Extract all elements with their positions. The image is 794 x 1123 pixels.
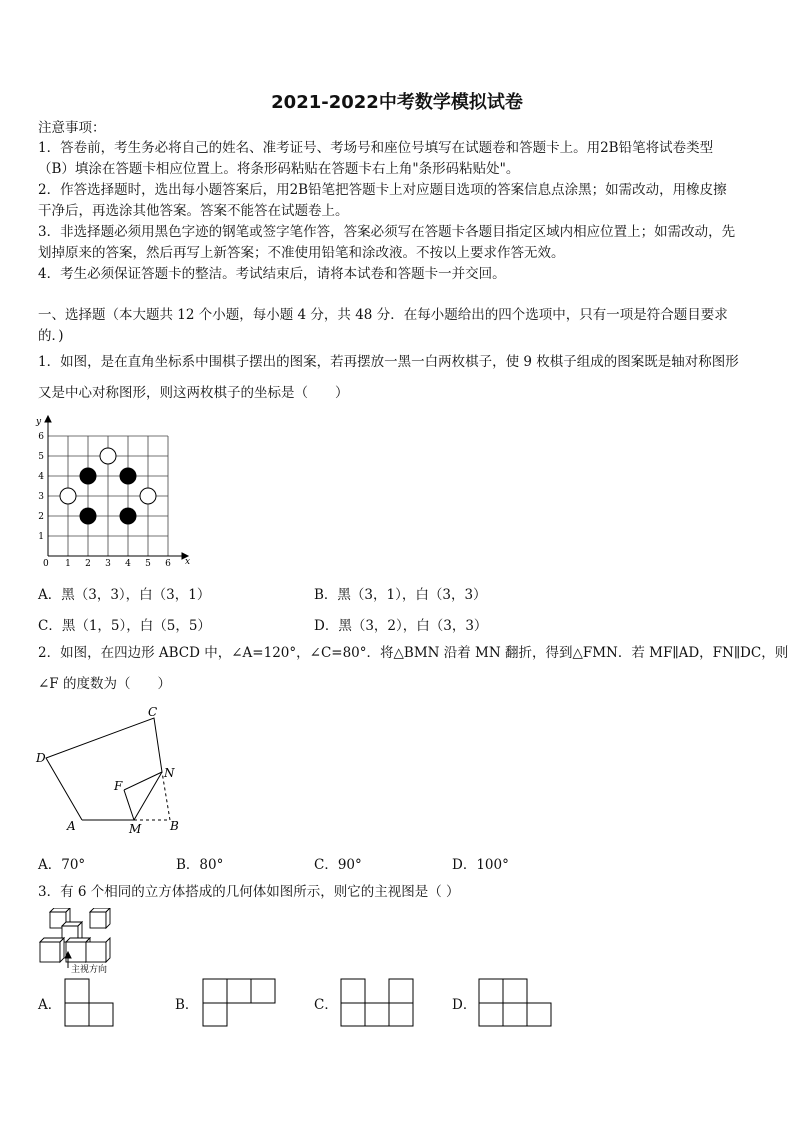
section-heading-cont: 的．) <box>38 328 64 344</box>
black-stone <box>120 468 136 484</box>
q3-cube-figure <box>38 908 138 974</box>
notice-line: 3．非选择题必须用黑色字迹的钢笔或签字笔作答，答案必须写在答题卡各题目指定区域内相应位置上；如需改动，先 <box>38 224 736 240</box>
q1-option-b[interactable]: B．黑（3，1），白（3，3） <box>314 587 487 603</box>
x-tick: 6 <box>165 559 171 569</box>
notice-line: 划掉原来的答案，然后再写上新答案；不准使用铅笔和涂改液。不按以上要求作答无效。 <box>38 245 565 261</box>
notice-line: 1．答卷前，考生务必将自己的姓名、准考证号、考场号和座位号填写在试题卷和答题卡上。用2B铅笔将试卷类型 <box>38 140 714 156</box>
label-d: D <box>36 751 46 765</box>
q3-option-c-view[interactable] <box>340 978 414 1028</box>
q2-stem-cont: ∠F 的度数为（ ） <box>38 676 171 692</box>
label-b: B <box>170 819 179 833</box>
x-tick: 1 <box>65 559 71 569</box>
q3-stem: 3．有 6 个相同的立方体搭成的几何体如图所示，则它的主视图是（ ） <box>38 884 460 900</box>
q2-option-d[interactable]: D．100° <box>452 857 509 873</box>
q2-quadrilateral-figure <box>34 700 194 840</box>
q3-option-b-view[interactable] <box>202 978 276 1028</box>
page-title: 2021-2022中考数学模拟试卷 <box>271 92 523 113</box>
q1-option-a[interactable]: A．黑（3，3），白（3，1） <box>38 587 211 603</box>
q2-option-a[interactable]: A．70° <box>38 857 86 873</box>
q2-option-b[interactable]: B．80° <box>176 857 224 873</box>
y-tick: 2 <box>38 512 44 522</box>
notice-line: 干净后，再选涂其他答案。答案不能答在试题卷上。 <box>38 203 349 219</box>
black-stone <box>80 508 96 524</box>
y-tick: 1 <box>38 532 44 542</box>
notice-heading: 注意事项： <box>38 120 106 136</box>
notice-line: （B）填涂在答题卡相应位置上。将条形码粘贴在答题卡右上角"条形码粘贴处"。 <box>38 161 520 177</box>
white-stone <box>140 488 156 504</box>
y-tick: 5 <box>38 452 44 462</box>
q1-option-c[interactable]: C．黑（1，5），白（5，5） <box>38 618 211 634</box>
segment-mf <box>124 790 134 820</box>
axes <box>45 416 188 559</box>
q2-option-c[interactable]: C．90° <box>314 857 362 873</box>
label-c: C <box>148 705 158 719</box>
q2-stem: 2．如图，在四边形 ABCD 中，∠A=120°，∠C=80°．将△BMN 沿着 MN 翻折，得到△FMN．若 MF∥AD，FN∥DC，则 <box>38 645 789 661</box>
q1-stem-cont: 又是中心对称图形，则这两枚棋子的坐标是（ ） <box>38 385 349 401</box>
q3-option-c[interactable]: C． <box>314 997 338 1013</box>
front-view-direction-label: 主视方向 <box>71 965 108 974</box>
q3-option-d[interactable]: D． <box>452 997 477 1013</box>
fold-line-mn <box>134 772 162 820</box>
y-tick: 4 <box>38 472 44 482</box>
y-tick: 3 <box>38 492 44 502</box>
q3-option-b[interactable]: B． <box>175 997 199 1013</box>
label-a: A <box>67 819 76 833</box>
label-m: M <box>129 822 142 836</box>
q3-option-d-view[interactable] <box>478 978 552 1028</box>
label-n: N <box>164 766 175 780</box>
section-heading: 一、选择题（本大题共 12 个小题，每小题 4 分，共 48 分．在每小题给出的四个选项中，只有一项是符合题目要求 <box>38 307 728 323</box>
x-tick: 2 <box>85 559 91 569</box>
quadrilateral-sides <box>46 718 162 820</box>
x-tick: 4 <box>125 559 131 569</box>
label-f: F <box>114 779 123 793</box>
q1-option-d[interactable]: D．黑（3，2），白（3，3） <box>314 618 488 634</box>
q3-option-a[interactable]: A． <box>38 997 62 1013</box>
white-stone <box>100 448 116 464</box>
x-axis-label: x <box>185 557 191 567</box>
x-tick: 3 <box>105 559 111 569</box>
q1-grid-figure <box>30 412 200 572</box>
y-ticks <box>38 432 44 542</box>
origin-label: 0 <box>43 559 49 569</box>
black-stone <box>120 508 136 524</box>
black-stone <box>80 468 96 484</box>
y-axis-label: y <box>36 417 42 427</box>
notice-line: 2．作答选择题时，选出每小题答案后，用2B铅笔把答题卡上对应题目选项的答案信息点涂黑；如需改动，用橡皮擦 <box>38 182 727 198</box>
x-ticks <box>65 559 171 569</box>
q1-stem: 1．如图，是在直角坐标系中围棋子摆出的图案，若再摆放一黑一白两枚棋子，使 9 枚棋子组成的图案既是轴对称图形 <box>38 354 739 370</box>
notice-line: 4．考生必须保证答题卡的整洁。考试结束后，请将本试卷和答题卡一并交回。 <box>38 266 506 282</box>
x-tick: 5 <box>145 559 151 569</box>
white-stone <box>60 488 76 504</box>
y-tick: 6 <box>38 432 44 442</box>
q3-option-a-view[interactable] <box>64 978 114 1028</box>
